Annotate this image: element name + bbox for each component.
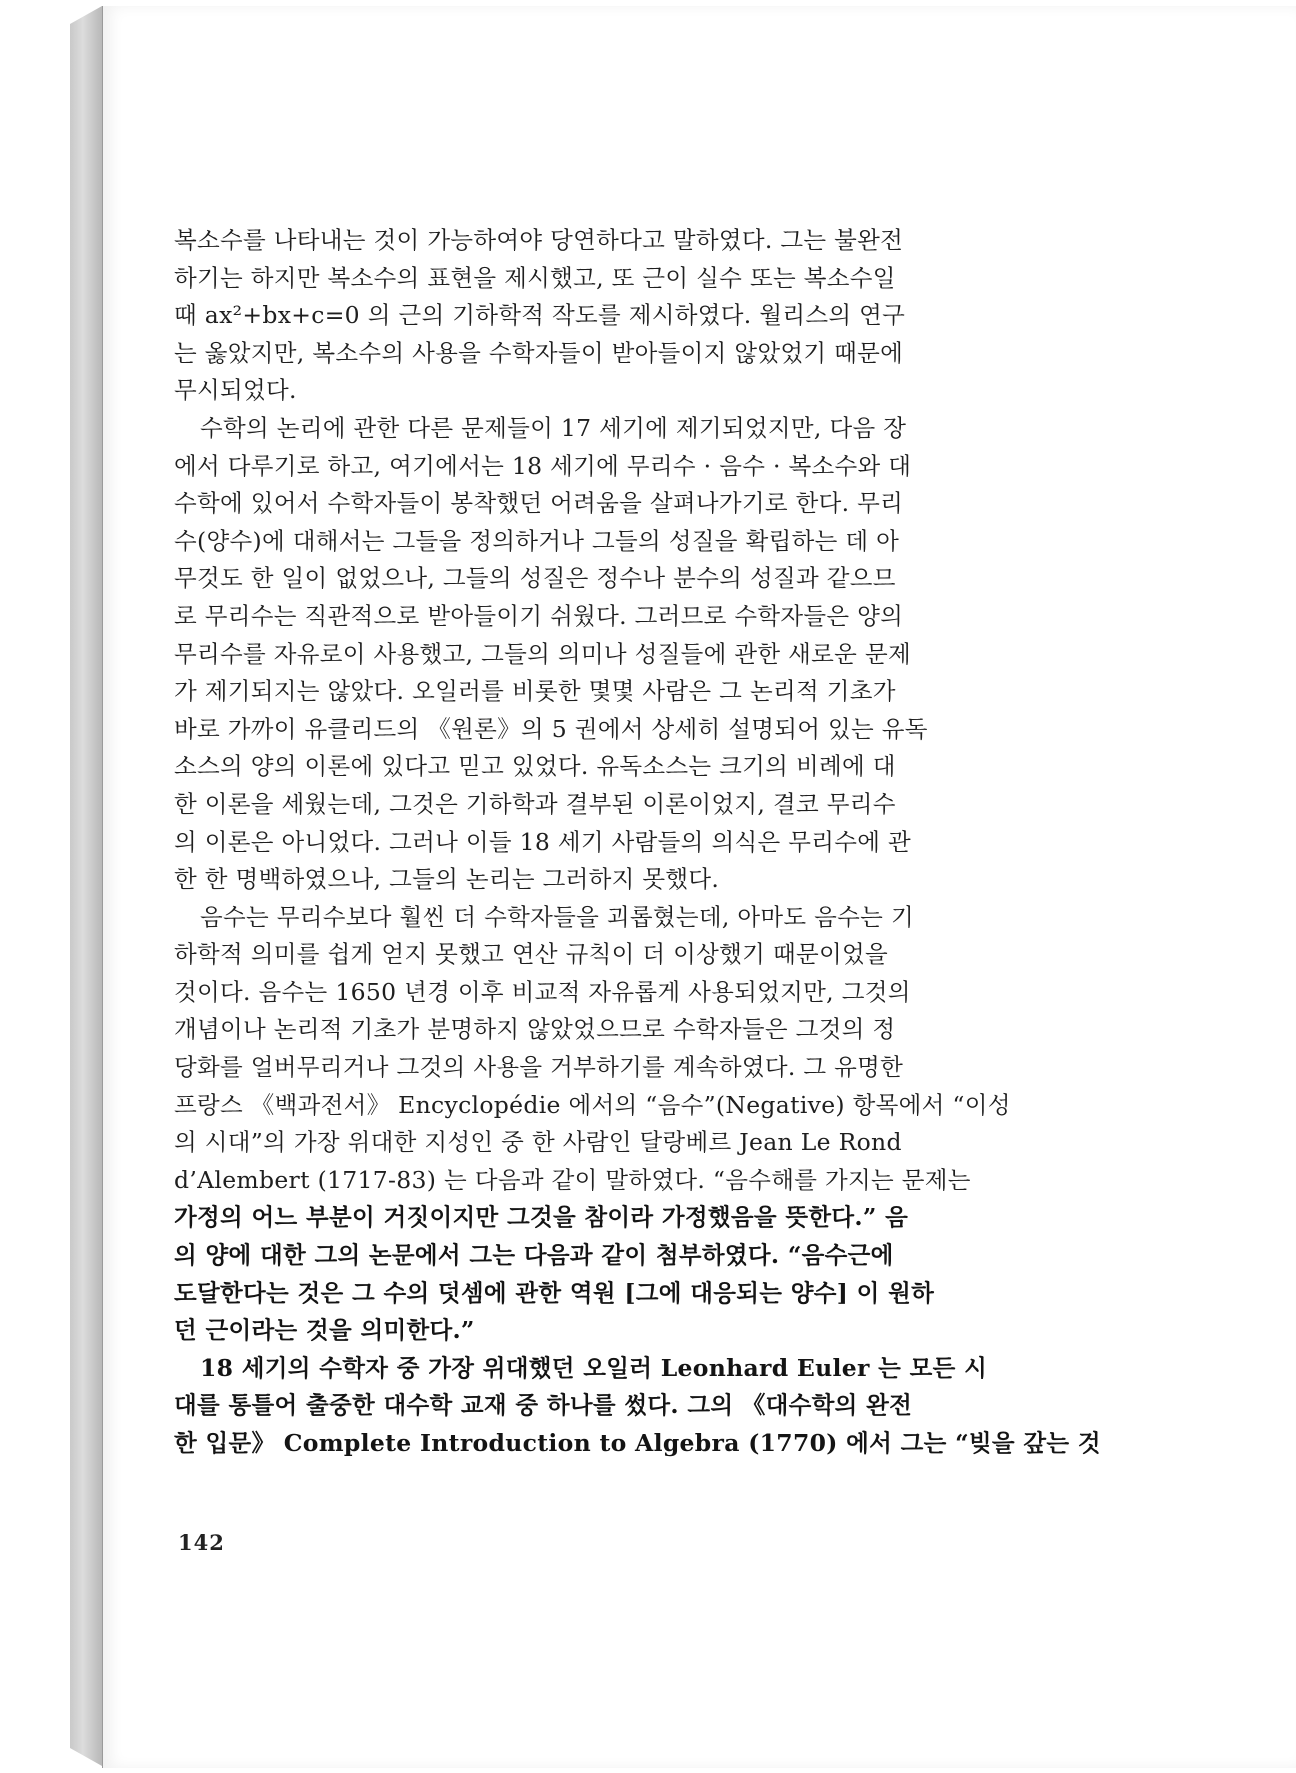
text-line: 는 옳았지만, 복소수의 사용을 수학자들이 받아들이지 않았었기 때문에 [174, 338, 904, 367]
text-line: 한 한 명백하였으나, 그들의 논리는 그러하지 못했다. [174, 865, 720, 894]
text-line: 복소수를 나타내는 것이 가능하여야 당연하다고 말하였다. 그는 불완전 [174, 226, 904, 254]
page-text [174, 222, 1116, 1463]
text-line: 바로 가까이 유클리드의 《원론》의 5 권에서 상세히 설명되어 있는 유독 [174, 714, 928, 743]
text-line: 한 이론을 세웠는데, 그것은 기하학과 결부된 이론이었지, 결코 무리수 [174, 789, 896, 818]
text-line: 개념이나 논리적 기초가 분명하지 않았었으므로 수학자들은 그것의 정 [174, 1015, 896, 1044]
text-line: 의 시대”의 가장 위대한 지성인 중 한 사람인 달랑베르 Jean Le Rond [174, 1128, 902, 1157]
text-line: 소스의 양의 이론에 있다고 믿고 있었다. 유독소스는 크기의 비례에 대 [174, 752, 896, 781]
book-spine [70, 6, 102, 1766]
text-line: 무리수를 자유로이 사용했고, 그들의 의미나 성질들에 관한 새로운 문제 [174, 639, 911, 668]
text-line: 하기는 하지만 복소수의 표현을 제시했고, 또 근이 실수 또는 복소수일 [174, 263, 896, 292]
text-line: 에서 다루기로 하고, 여기에서는 18 세기에 무리수 · 음수 · 복소수와 대 [174, 451, 912, 480]
text-line: 한 입문》 Complete Introduction to Algebra (1770) 에서 그는 “빚을 갚는 것 [174, 1429, 1101, 1457]
text-line: 때 ax²+bx+c=0 의 근의 기하학적 작도를 제시하였다. 월리스의 연구 [174, 301, 906, 330]
text-line-paragraph-start: 18 세기의 수학자 중 가장 위대했던 오일러 Leonhard Euler 는 모든 시 [200, 1353, 988, 1382]
text-line: 수(양수)에 대해서는 그들을 정의하거나 그들의 성질을 확립하는 데 아 [174, 526, 900, 555]
text-line: 수학에 있어서 수학자들이 봉착했던 어려움을 살펴나가기로 한다. 무리 [174, 489, 904, 518]
text-line: 가정의 어느 부분이 거짓이지만 그것을 참이라 가정했음을 뜻한다.” 음 [174, 1203, 909, 1232]
text-line: 의 양에 대한 그의 논문에서 그는 다음과 같이 첨부하였다. “음수근에 [174, 1241, 894, 1270]
text-line: 던 근이라는 것을 의미한다.” [174, 1316, 475, 1345]
text-line: 로 무리수는 직관적으로 받아들이기 쉬웠다. 그러므로 수학자들은 양의 [174, 601, 904, 630]
text-line-paragraph-start: 음수는 무리수보다 훨씬 더 수학자들을 괴롭혔는데, 아마도 음수는 기 [200, 902, 914, 931]
text-line: 프랑스 《백과전서》 Encyclopédie 에서의 “음수”(Negative) 항목에서 “이성 [174, 1090, 1011, 1119]
page-number: 142 [178, 1530, 225, 1555]
text-line: 가 제기되지는 않았다. 오일러를 비롯한 몇몇 사람은 그 논리적 기초가 [174, 677, 896, 706]
text-line: 하학적 의미를 쉽게 얻지 못했고 연산 규칙이 더 이상했기 때문이었을 [174, 940, 888, 969]
text-line: 무것도 한 일이 없었으나, 그들의 성질은 정수나 분수의 성질과 같으므 [174, 564, 896, 593]
text-line-paragraph-start: 수학의 논리에 관한 다른 문제들이 17 세기에 제기되었지만, 다음 장 [200, 413, 907, 442]
text-line: 대를 통틀어 출중한 대수학 교재 중 하나를 썼다. 그의 《대수학의 완전 [174, 1391, 913, 1420]
text-line: 것이다. 음수는 1650 년경 이후 비교적 자유롭게 사용되었지만, 그것의 [174, 977, 911, 1006]
text-line: d’Alembert (1717-83) 는 다음과 같이 말하였다. “음수해를 가지는 문제는 [174, 1165, 971, 1194]
text-line: 당화를 얼버무리거나 그것의 사용을 거부하기를 계속하였다. 그 유명한 [174, 1053, 904, 1082]
text-line: 의 이론은 아니었다. 그러나 이들 18 세기 사람들의 의식은 무리수에 관 [174, 827, 911, 856]
text-line: 도달한다는 것은 그 수의 덧셈에 관한 역원 [그에 대응되는 양수] 이 원하 [174, 1278, 935, 1307]
text-line: 무시되었다. [174, 376, 297, 405]
